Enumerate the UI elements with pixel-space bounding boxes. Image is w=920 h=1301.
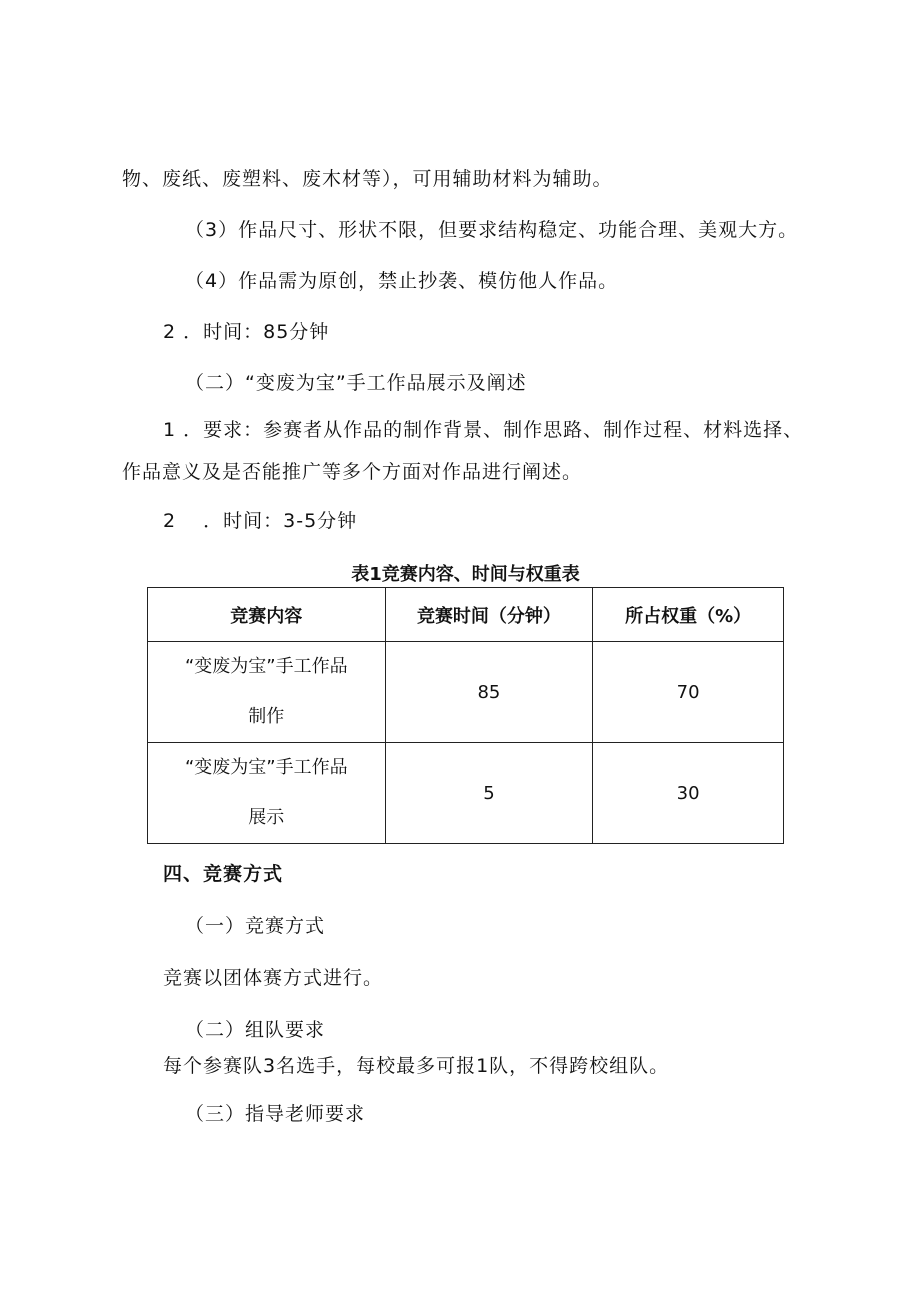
content-line: “变废为宝”手工作品 (184, 757, 348, 778)
subheading-format: （一）竞赛方式 (185, 915, 326, 937)
table-cell-time: 85 (385, 642, 593, 743)
table-header-cell: 所占权重（%） (593, 588, 784, 642)
content-line: “变废为宝”手工作品 (184, 656, 348, 677)
table-caption: 表1竞赛内容、时间与权重表 (351, 564, 580, 585)
table-cell-weight: 30 (593, 743, 784, 844)
table-cell-weight: 70 (593, 642, 784, 743)
competition-weight-table (147, 587, 784, 844)
paragraph-time-3-5: 2 ．时间：3-5分钟 (163, 510, 358, 532)
paragraph-time-85: 2 ．时间：85分钟 (163, 321, 330, 343)
subheading-advisor-requirements: （三）指导老师要求 (185, 1103, 366, 1125)
table-cell-content (148, 642, 386, 743)
paragraph-requirement-line2: 作品意义及是否能推广等多个方面对作品进行阐述。 (122, 461, 583, 483)
content-line: 制作 (248, 706, 285, 727)
table-cell-time: 5 (385, 743, 593, 844)
paragraph-originality: （4）作品需为原创，禁止抄袭、模仿他人作品。 (185, 270, 619, 292)
table-row (148, 743, 784, 844)
paragraph-materials: 物、废纸、废塑料、废木材等），可用辅助材料为辅助。 (122, 168, 613, 190)
paragraph-team-requirements: 每个参赛队3名选手，每校最多可报1队，不得跨校组队。 (163, 1055, 670, 1077)
table-row (148, 642, 784, 743)
table-header-row (148, 588, 784, 642)
section-heading-display: （二）“变废为宝”手工作品展示及阐述 (185, 372, 527, 394)
table-cell-content (148, 743, 386, 844)
paragraph-size-requirement: （3）作品尺寸、形状不限，但要求结构稳定、功能合理、美观大方。 (185, 219, 799, 241)
section-heading-competition-format: 四、竞赛方式 (163, 863, 284, 885)
table-header-cell: 竞赛内容 (148, 588, 386, 642)
subheading-team-requirements: （二）组队要求 (185, 1019, 326, 1041)
table-header-cell: 竞赛时间（分钟） (385, 588, 593, 642)
paragraph-team-format: 竞赛以团体赛方式进行。 (163, 967, 384, 989)
paragraph-requirement-line1: 1 ．要求：参赛者从作品的制作背景、制作思路、制作过程、材料选择、 (163, 419, 804, 441)
content-line: 展示 (248, 807, 285, 828)
